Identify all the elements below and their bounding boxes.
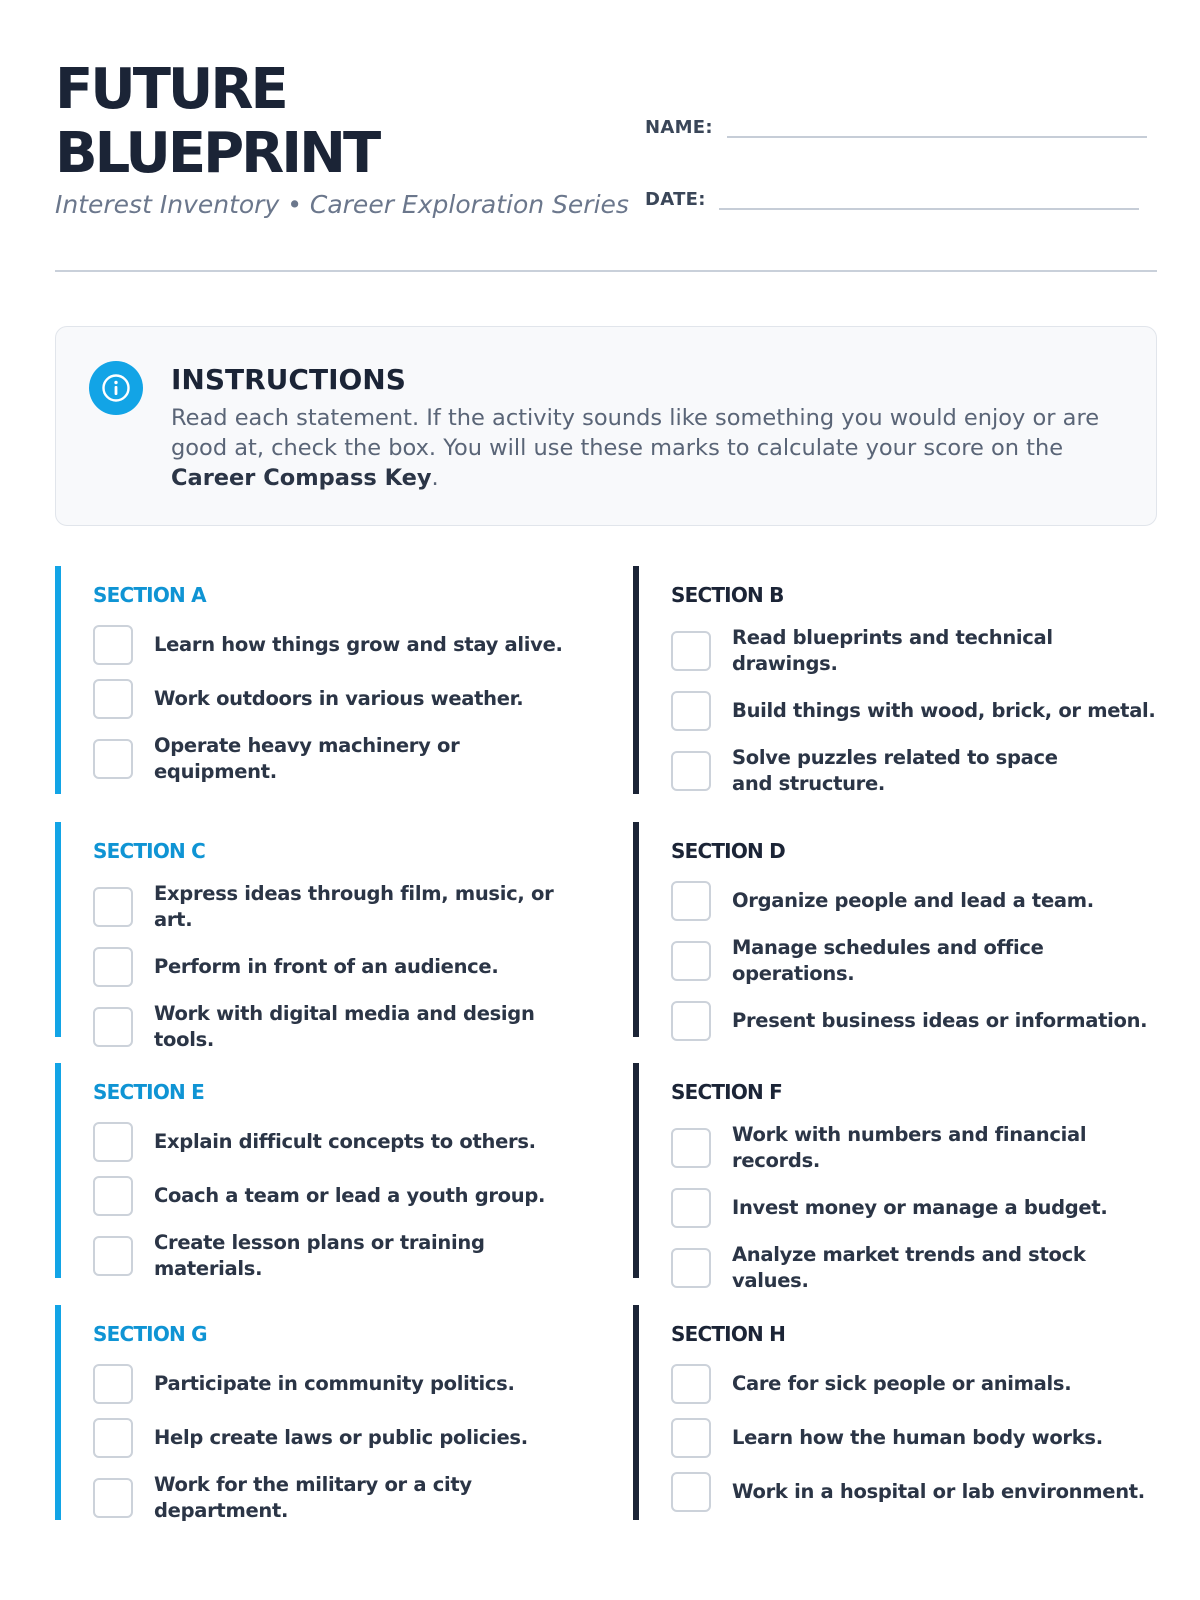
item-label: Manage schedules and office operations. [732, 936, 1044, 985]
item-label: Learn how things grow and stay alive. [154, 633, 563, 656]
section-f [633, 1063, 1158, 1292]
checkbox[interactable] [93, 887, 133, 927]
checklist-item[interactable] [93, 679, 585, 719]
item-label: Participate in community politics. [154, 1372, 515, 1395]
item-label: Work outdoors in various weather. [154, 687, 524, 710]
checklist-item[interactable] [671, 1122, 1158, 1174]
item-label: Perform in front of an audience. [154, 955, 499, 978]
section-title: SECTION F [671, 1080, 782, 1104]
checkbox[interactable] [671, 1188, 711, 1228]
name-input-line[interactable] [727, 116, 1147, 138]
checkbox[interactable] [671, 1418, 711, 1458]
date-input-line[interactable] [719, 188, 1139, 210]
checklist-item[interactable] [671, 745, 1158, 797]
page-header [55, 58, 1155, 218]
item-label: Read blueprints and technical drawings. [732, 626, 1053, 675]
checkbox[interactable] [93, 1478, 133, 1518]
section-h [633, 1305, 1158, 1520]
instructions-title: INSTRUCTIONS [171, 363, 406, 396]
checkbox[interactable] [93, 679, 133, 719]
section-title: SECTION D [671, 839, 785, 863]
date-label: DATE: [645, 189, 706, 210]
checklist-item[interactable] [93, 733, 585, 785]
checkbox[interactable] [93, 1364, 133, 1404]
section-title: SECTION E [93, 1080, 204, 1104]
item-label: Work with digital media and design tools. [154, 1002, 535, 1051]
item-label: Help create laws or public policies. [154, 1426, 528, 1449]
item-label: Work with numbers and financial records. [732, 1123, 1087, 1172]
checkbox[interactable] [93, 1418, 133, 1458]
header-divider [55, 270, 1157, 272]
checklist-item[interactable] [671, 881, 1158, 921]
item-label: Organize people and lead a team. [732, 889, 1094, 912]
checklist-item[interactable] [93, 1230, 585, 1282]
section-c [55, 822, 585, 1051]
checkbox[interactable] [93, 1176, 133, 1216]
item-label: Coach a team or lead a youth group. [154, 1184, 546, 1207]
section-e [55, 1063, 585, 1278]
checklist-item[interactable] [93, 881, 585, 933]
item-label: Work for the military or a city department. [154, 1473, 472, 1522]
name-field[interactable] [645, 116, 1147, 138]
checklist-item[interactable] [671, 1418, 1158, 1458]
checklist-item[interactable] [93, 947, 585, 987]
checkbox[interactable] [671, 1128, 711, 1168]
item-label: Present business ideas or information. [732, 1009, 1148, 1032]
checkbox[interactable] [671, 1364, 711, 1404]
checklist-item[interactable] [671, 935, 1158, 987]
section-d [633, 822, 1158, 1037]
section-title: SECTION B [671, 583, 784, 607]
checkbox[interactable] [671, 1248, 711, 1288]
checklist-item[interactable] [93, 1418, 585, 1458]
item-label: Solve puzzles related to space and structure. [732, 746, 1058, 795]
checklist-item[interactable] [671, 625, 1158, 677]
instructions-box [55, 326, 1157, 526]
section-title: SECTION C [93, 839, 206, 863]
checklist-item[interactable] [93, 625, 585, 665]
instructions-body: Read each statement. If the activity sounds like something you would enjoy or are good at, check the box. You will use these marks to calculate your score on the [171, 405, 1100, 461]
checkbox[interactable] [671, 941, 711, 981]
item-label: Express ideas through film, music, or art. [154, 882, 554, 931]
section-title: SECTION G [93, 1322, 207, 1346]
title-line-2: BLUEPRINT [55, 121, 379, 186]
section-g [55, 1305, 585, 1520]
item-label: Care for sick people or animals. [732, 1372, 1072, 1395]
checkbox[interactable] [93, 739, 133, 779]
checklist-item[interactable] [93, 1122, 585, 1162]
checklist-item[interactable] [93, 1472, 585, 1524]
checkbox[interactable] [671, 691, 711, 731]
item-label: Create lesson plans or training materials. [154, 1231, 485, 1280]
checkbox[interactable] [93, 947, 133, 987]
checklist-item[interactable] [93, 1176, 585, 1216]
item-label: Invest money or manage a budget. [732, 1196, 1108, 1219]
instructions-emphasis: Career Compass Key [171, 465, 432, 491]
instructions-end: . [431, 465, 439, 491]
checklist-item[interactable] [93, 1364, 585, 1404]
checklist-item[interactable] [671, 1242, 1158, 1294]
item-label: Build things with wood, brick, or metal. [732, 699, 1156, 722]
section-title: SECTION A [93, 583, 206, 607]
checkbox[interactable] [93, 625, 133, 665]
item-label: Operate heavy machinery or equipment. [154, 734, 460, 783]
checkbox[interactable] [671, 881, 711, 921]
title-line-1: FUTURE [55, 57, 286, 122]
instructions-text [171, 403, 1101, 493]
item-label: Explain difficult concepts to others. [154, 1130, 536, 1153]
section-b [633, 566, 1158, 794]
checklist-item[interactable] [93, 1001, 585, 1053]
checkbox[interactable] [93, 1236, 133, 1276]
checkbox[interactable] [93, 1122, 133, 1162]
checklist-item[interactable] [671, 1364, 1158, 1404]
checklist-item[interactable] [671, 1001, 1158, 1041]
section-a [55, 566, 585, 794]
item-label: Learn how the human body works. [732, 1426, 1103, 1449]
section-title: SECTION H [671, 1322, 786, 1346]
date-field[interactable] [645, 188, 1139, 210]
checklist-item[interactable] [671, 691, 1158, 731]
checklist-item[interactable] [671, 1472, 1158, 1512]
item-label: Analyze market trends and stock values. [732, 1243, 1086, 1292]
item-label: Work in a hospital or lab environment. [732, 1480, 1145, 1503]
checkbox[interactable] [671, 1472, 711, 1512]
checkbox[interactable] [671, 631, 711, 671]
checkbox[interactable] [671, 751, 711, 791]
checkbox[interactable] [93, 1007, 133, 1047]
checkbox[interactable] [671, 1001, 711, 1041]
name-label: NAME: [645, 117, 713, 138]
checklist-item[interactable] [671, 1188, 1158, 1228]
info-icon [89, 361, 143, 415]
page-subtitle: Interest Inventory • Career Exploration Series [55, 190, 629, 219]
